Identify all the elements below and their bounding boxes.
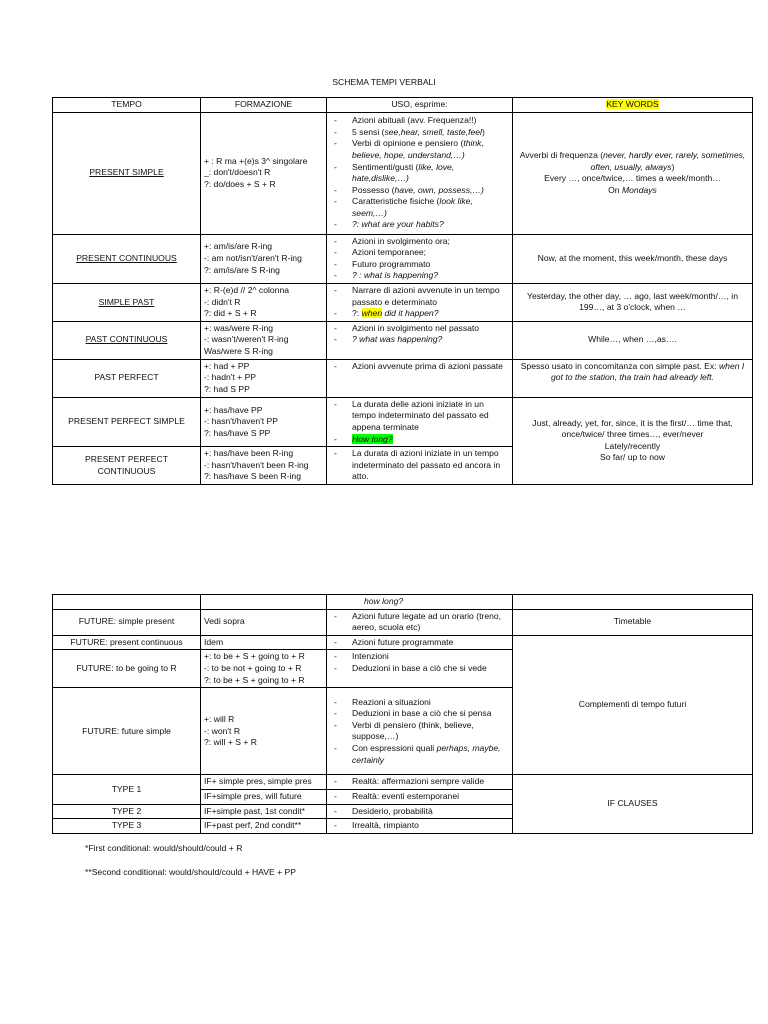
table-row xyxy=(53,234,753,283)
formazione-cell: +: has/have been R-ing -: hasn't/haven't been R-ing ?: has/have S been R-ing xyxy=(201,447,327,485)
second-conditional-note: **Second conditional: would/should/could + HAVE + PP xyxy=(85,867,296,877)
uso-cell: - Azioni in svolgimento ora; - Azioni temporanee; - Futuro programmato - ? : what is happening? xyxy=(327,234,513,283)
table-row xyxy=(53,775,753,790)
uso-cell: - Azioni abituali (avv. Frequenza!!) - 5 sensi (see,hear, smell, taste,feel) - Verbi di opinione e pensiero (think, believe, hope, understand,…) - Sentimenti/gusti (like, love, hate,dislike,…) - Possesso (have, own, possess,…) - Caratteristiche fisiche (look like, seem,…) - ?: what are your habits? xyxy=(327,112,513,234)
uso-cell: - La durata delle azioni iniziate in un tempo indeterminato del passato ed appena terminate - How long? xyxy=(327,397,513,446)
formazione-cell: +: R-(e)d // 2^ colonna -: didn't R ?: did + S + R xyxy=(201,283,327,321)
uso-cell: - Intenzioni - Deduzioni in base a ciò che si vede xyxy=(327,650,513,688)
table-row xyxy=(53,595,753,610)
tempo-cell: FUTURE: present continuous xyxy=(53,635,201,650)
keywords-cell: While…, when …,as…. xyxy=(513,321,753,359)
formazione-cell: +: had + PP -: hadn't + PP ?: had S PP xyxy=(201,359,327,397)
uso-cell: - Azioni avvenute prima di azioni passate xyxy=(327,359,513,397)
uso-cell: - Realtà: eventi estemporanei xyxy=(327,789,513,804)
tempo-cell: PRESENT SIMPLE xyxy=(53,112,201,234)
tempo-cell: PAST CONTINUOUS xyxy=(53,321,201,359)
table-row xyxy=(53,635,753,650)
formazione-cell: + : R ma +(e)s 3^ singolare _: don't/doesn't R ?: do/does + S + R xyxy=(201,112,327,234)
uso-cell: - Azioni in svolgimento nel passato - ? what was happening? xyxy=(327,321,513,359)
tempo-cell: TYPE 2 xyxy=(53,804,201,819)
header-uso: USO, esprime: xyxy=(327,98,513,113)
table-row xyxy=(53,321,753,359)
uso-cell: - Azioni future programmate xyxy=(327,635,513,650)
formazione-cell: IF+past perf, 2nd condit** xyxy=(201,819,327,834)
keywords-cell: Avverbi di frequenza (never, hardly ever, rarely, sometimes, often, usually, always) Every …, once/twice,… times a week/month… On Mondays xyxy=(513,112,753,234)
formazione-cell: Vedi sopra xyxy=(201,609,327,635)
uso-cell: how long? xyxy=(327,595,513,610)
formazione-cell: +: am/is/are R-ing -: am not/isn't/aren't R-ing ?: am/is/are S R-ing xyxy=(201,234,327,283)
keywords-cell: Yesterday, the other day, … ago, last week/month/…, in 199…, at 3 o'clock, when … xyxy=(513,283,753,321)
uso-cell: - Realtà: affermazioni sempre valide xyxy=(327,775,513,790)
tempo-cell: FUTURE: to be going to R xyxy=(53,650,201,688)
future-if-table xyxy=(52,594,753,834)
uso-cell: - Desiderio, probabilità xyxy=(327,804,513,819)
formazione-cell: IF+simple past, 1st condit* xyxy=(201,804,327,819)
header-formazione: FORMAZIONE xyxy=(201,98,327,113)
tempo-cell: TYPE 1 xyxy=(53,775,201,804)
header-key-words: KEY WORDS xyxy=(513,98,753,113)
uso-cell: - Irrealtà, rimpianto xyxy=(327,819,513,834)
uso-cell: - Narrare di azioni avvenute in un tempo passato e determinato - ?: when did it happen? xyxy=(327,283,513,321)
verb-tenses-table xyxy=(52,97,753,485)
formazione-cell: IF+simple pres, will future xyxy=(201,789,327,804)
table-row xyxy=(53,112,753,234)
keywords-cell: Now, at the moment, this week/month, these days xyxy=(513,234,753,283)
table-row xyxy=(53,397,753,446)
uso-cell: - La durata di azioni iniziate in un tempo indeterminato del passato ed ancora in atto. xyxy=(327,447,513,485)
table-header-row xyxy=(53,98,753,113)
tempo-cell: TYPE 3 xyxy=(53,819,201,834)
tempo-cell: PRESENT PERFECT CONTINUOUS xyxy=(53,447,201,485)
keywords-cell: Spesso usato in concomitanza con simple past. Ex: when I got to the station, tha train had already left. xyxy=(513,359,753,397)
keywords-cell: Timetable xyxy=(513,609,753,635)
keywords-cell: IF CLAUSES xyxy=(513,775,753,833)
formazione-cell: +: was/were R-ing -: wasn't/weren't R-ing Was/were S R-ing xyxy=(201,321,327,359)
tempo-cell: FUTURE: simple present xyxy=(53,609,201,635)
formazione-cell: IF+ simple pres, simple pres xyxy=(201,775,327,790)
table-row xyxy=(53,609,753,635)
tempo-cell: SIMPLE PAST xyxy=(53,283,201,321)
uso-cell: - Azioni future legate ad un orario (treno, aereo, scuola etc) xyxy=(327,609,513,635)
formazione-cell: +: will R -: won't R ?: will + S + R xyxy=(201,688,327,775)
header-tempo: TEMPO xyxy=(53,98,201,113)
document-title: SCHEMA TEMPI VERBALI xyxy=(332,77,436,87)
formazione-cell: +: has/have PP -: hasn't/haven't PP ?: has/have S PP xyxy=(201,397,327,446)
tempo-cell: PRESENT PERFECT SIMPLE xyxy=(53,397,201,446)
tempo-cell: FUTURE: future simple xyxy=(53,688,201,775)
formazione-cell: +: to be + S + going to + R -: to be not + going to + R ?: to be + S + going to + R xyxy=(201,650,327,688)
keywords-cell: Just, already, yet, for, since, it is the first/… time that, once/twice/ three times…, ever/never Lately/recently So far/ up to now xyxy=(513,397,753,484)
uso-cell: - Reazioni a situazioni - Deduzioni in base a ciò che si pensa - Verbi di pensiero (think, believe, suppose,…) - Con espressioni quali perhaps, maybe, certainly xyxy=(327,688,513,775)
table-row xyxy=(53,283,753,321)
formazione-cell: Idem xyxy=(201,635,327,650)
tempo-cell: PAST PERFECT xyxy=(53,359,201,397)
first-conditional-note: *First conditional: would/should/could + R xyxy=(85,843,243,853)
tempo-cell: PRESENT CONTINUOUS xyxy=(53,234,201,283)
keywords-cell: Complementi di tempo futuri xyxy=(513,635,753,775)
table-row xyxy=(53,359,753,397)
